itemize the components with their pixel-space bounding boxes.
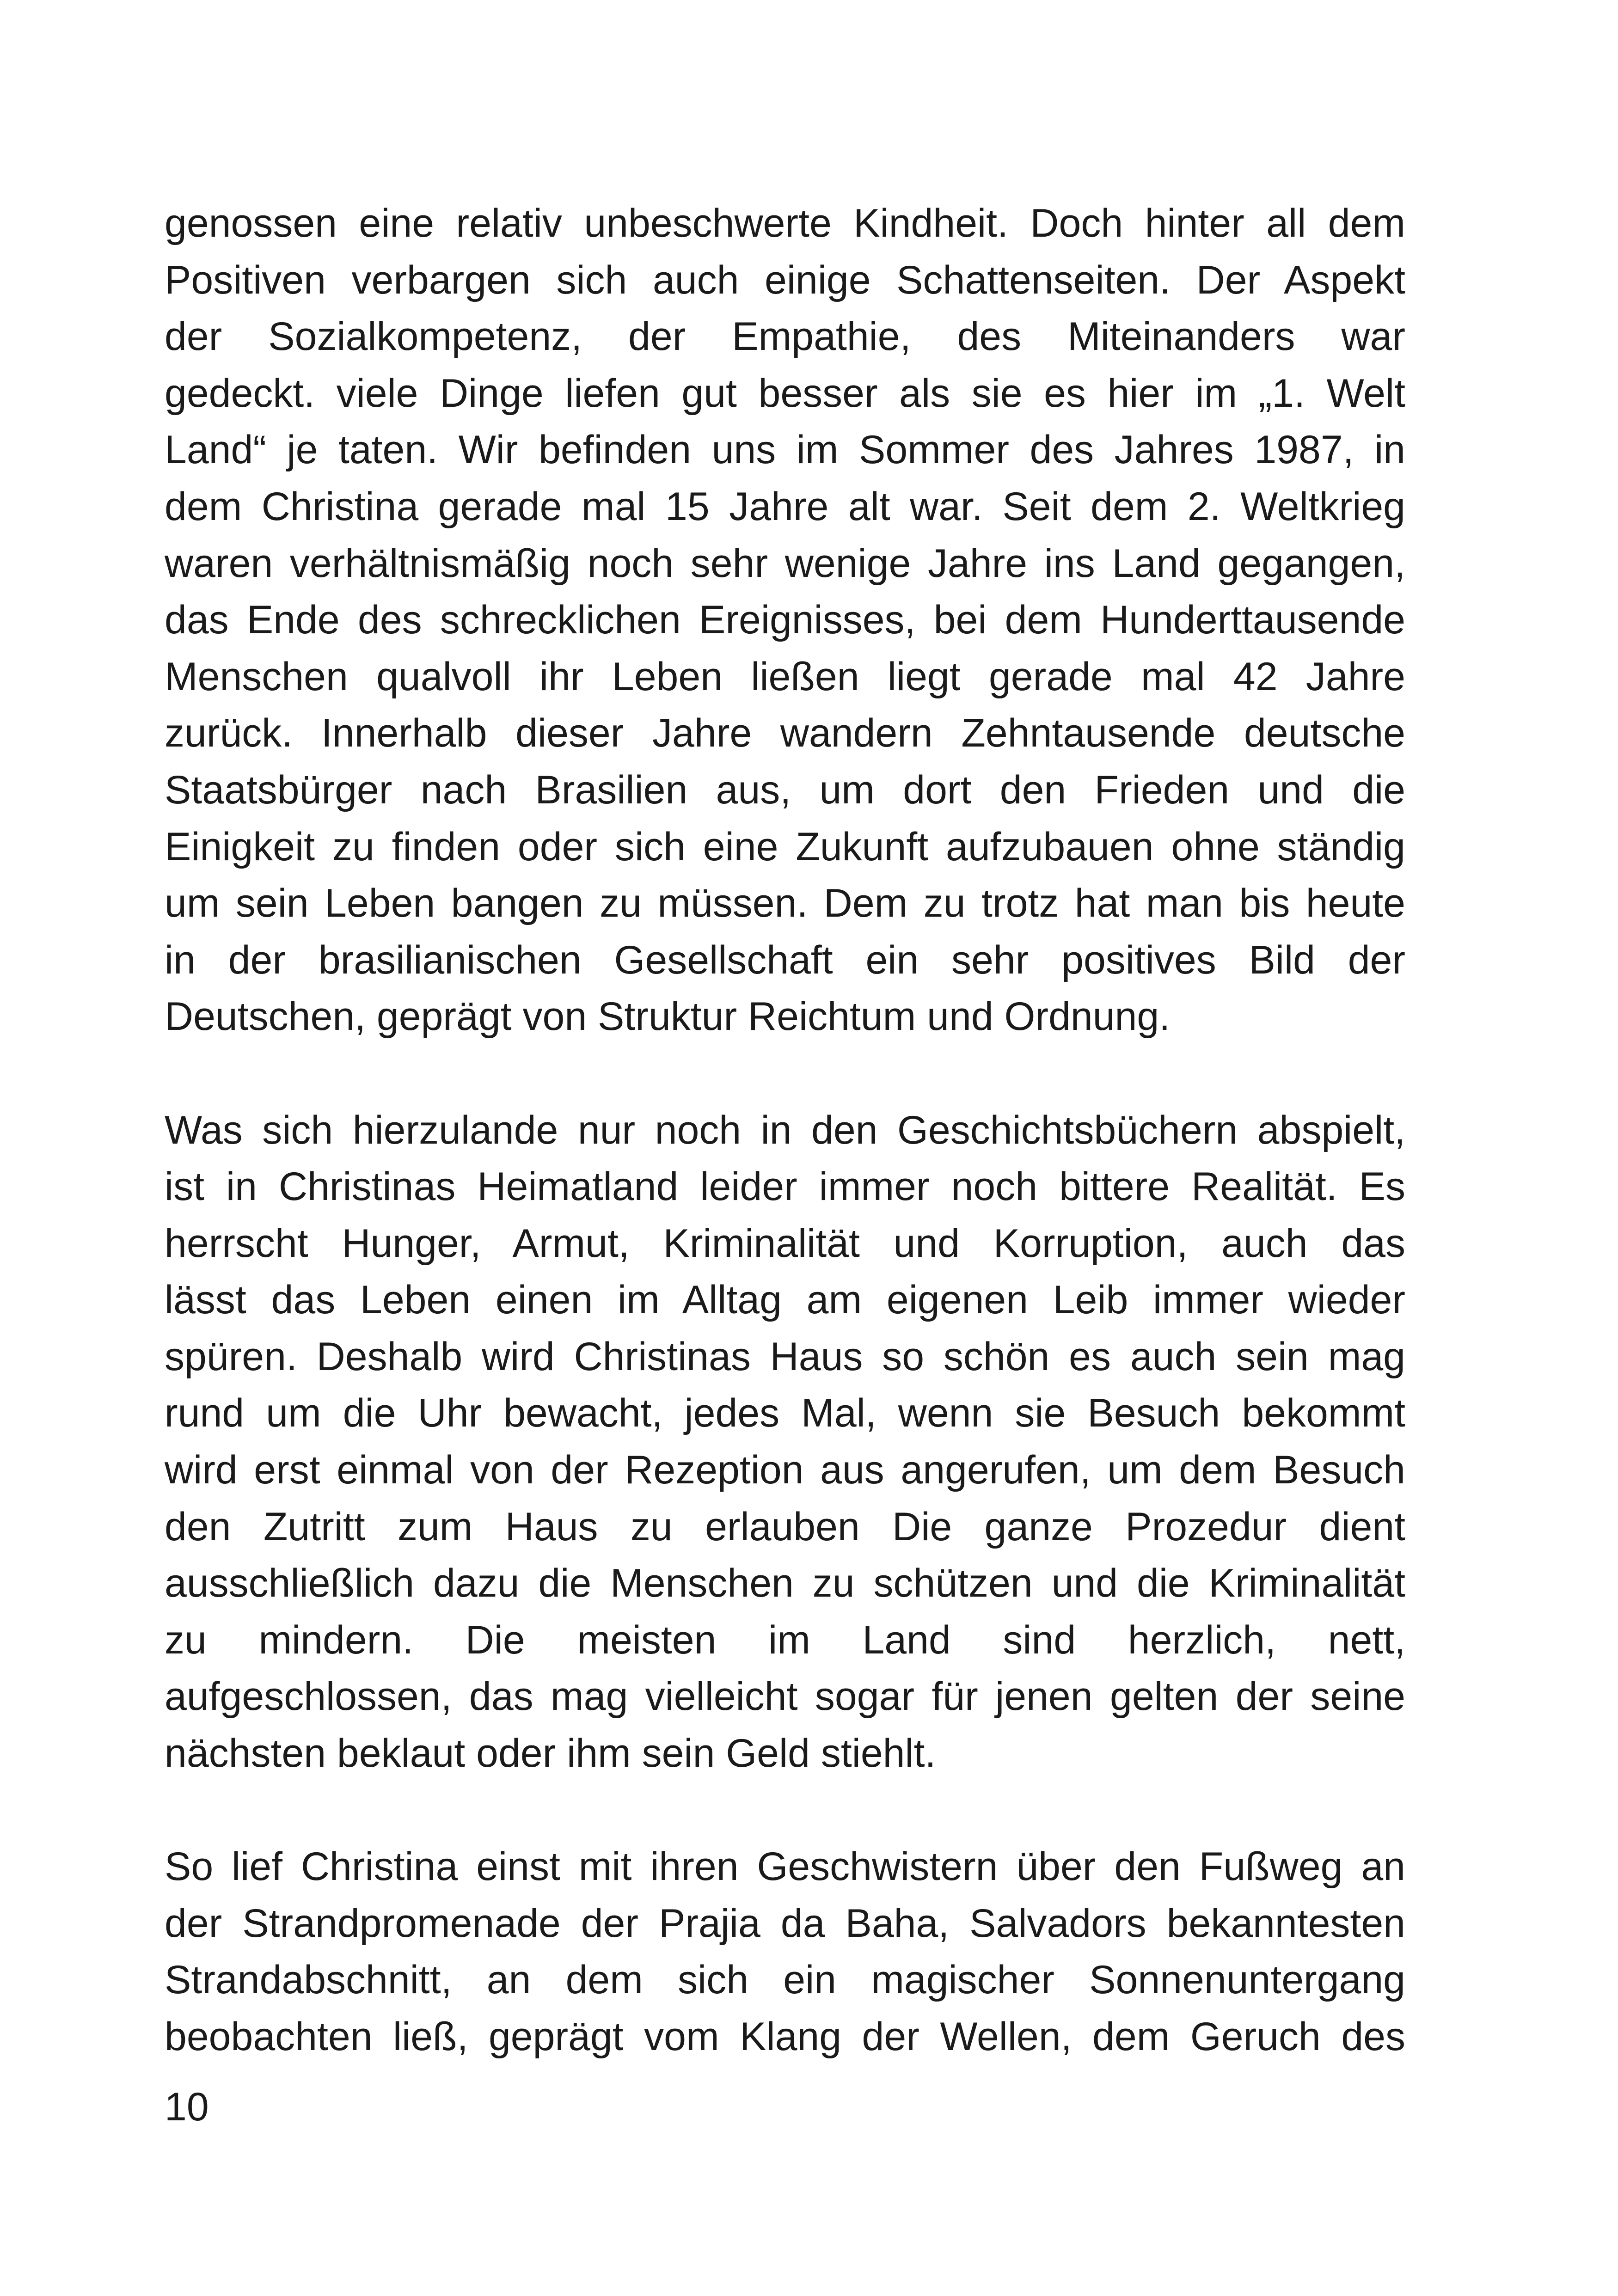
text-line: ist in Christinas Heimatland leider immer noch bittere Realität. Es [165,1164,1405,1209]
paragraph [165,1838,1405,2065]
text-line: dem Christina gerade mal 15 Jahre alt war. Seit dem 2. Weltkrieg [165,484,1405,529]
text-line: aufgeschlossen, das mag vielleicht sogar für jenen gelten der seine [165,1674,1405,1719]
body-text [165,195,1405,2065]
text-line: beobachten ließ, geprägt vom Klang der Wellen, dem Geruch des [165,2014,1405,2059]
text-line: rund um die Uhr bewacht, jedes Mal, wenn sie Besuch bekommt [165,1391,1405,1436]
text-line: nächsten beklaut oder ihm sein Geld stiehlt. [165,1731,936,1776]
text-line: Strandabschnitt, an dem sich ein magischer Sonnenuntergang [165,1958,1405,2002]
text-line: So lief Christina einst mit ihren Geschwistern über den Fußweg an [165,1844,1405,1889]
text-line: Land“ je taten. Wir befinden uns im Sommer des Jahres 1987, in [165,428,1405,472]
text-line: um sein Leben bangen zu müssen. Dem zu trotz hat man bis heute [165,881,1405,926]
text-line: Menschen qualvoll ihr Leben ließen liegt gerade mal 42 Jahre [165,654,1405,699]
text-line: Einigkeit zu finden oder sich eine Zukunft aufzubauen ohne ständig [165,824,1405,869]
paragraph-gap [165,1782,1405,1839]
text-line: Was sich hierzulande nur noch in den Geschichtsbüchern abspielt, [165,1108,1405,1152]
text-line: in der brasilianischen Gesellschaft ein sehr positives Bild der [165,937,1405,982]
text-line: gedeckt. viele Dinge liefen gut besser als sie es hier im „1. Welt [165,371,1405,416]
text-line: Staatsbürger nach Brasilien aus, um dort den Frieden und die [165,767,1405,812]
text-line: das Ende des schrecklichen Ereignisses, bei dem Hunderttausende [165,598,1405,643]
text-line: spüren. Deshalb wird Christinas Haus so schön es auch sein mag [165,1334,1405,1379]
paragraph [165,1102,1405,1782]
text-line: wird erst einmal von der Rezeption aus angerufen, um dem Besuch [165,1448,1405,1493]
text-line: den Zutritt zum Haus zu erlauben Die ganze Prozedur dient [165,1504,1405,1549]
text-line: der Sozialkompetenz, der Empathie, des Miteinanders war [165,314,1405,359]
text-line: waren verhältnismäßig noch sehr wenige Jahre ins Land gegangen, [165,541,1405,586]
text-line: ausschließlich dazu die Menschen zu schützen und die Kriminalität [165,1561,1405,1606]
text-line: Deutschen, geprägt von Struktur Reichtum und Ordnung. [165,994,1171,1039]
text-line: genossen eine relativ unbeschwerte Kindheit. Doch hinter all dem [165,201,1405,245]
paragraph [165,195,1405,1045]
text-line: Positiven verbargen sich auch einige Schattenseiten. Der Aspekt [165,257,1405,302]
text-line: herrscht Hunger, Armut, Kriminalität und Korruption, auch das [165,1221,1405,1266]
text-line: der Strandpromenade der Prajia da Baha, Salvadors bekanntesten [165,1901,1405,1946]
text-line: lässt das Leben einen im Alltag am eigenen Leib immer wieder [165,1278,1405,1322]
page-number: 10 [165,2085,209,2129]
text-line: zurück. Innerhalb dieser Jahre wandern Zehntausende deutsche [165,711,1405,756]
paragraph-gap [165,1045,1405,1102]
text-line: zu mindern. Die meisten im Land sind herzlich, nett, [165,1617,1405,1662]
